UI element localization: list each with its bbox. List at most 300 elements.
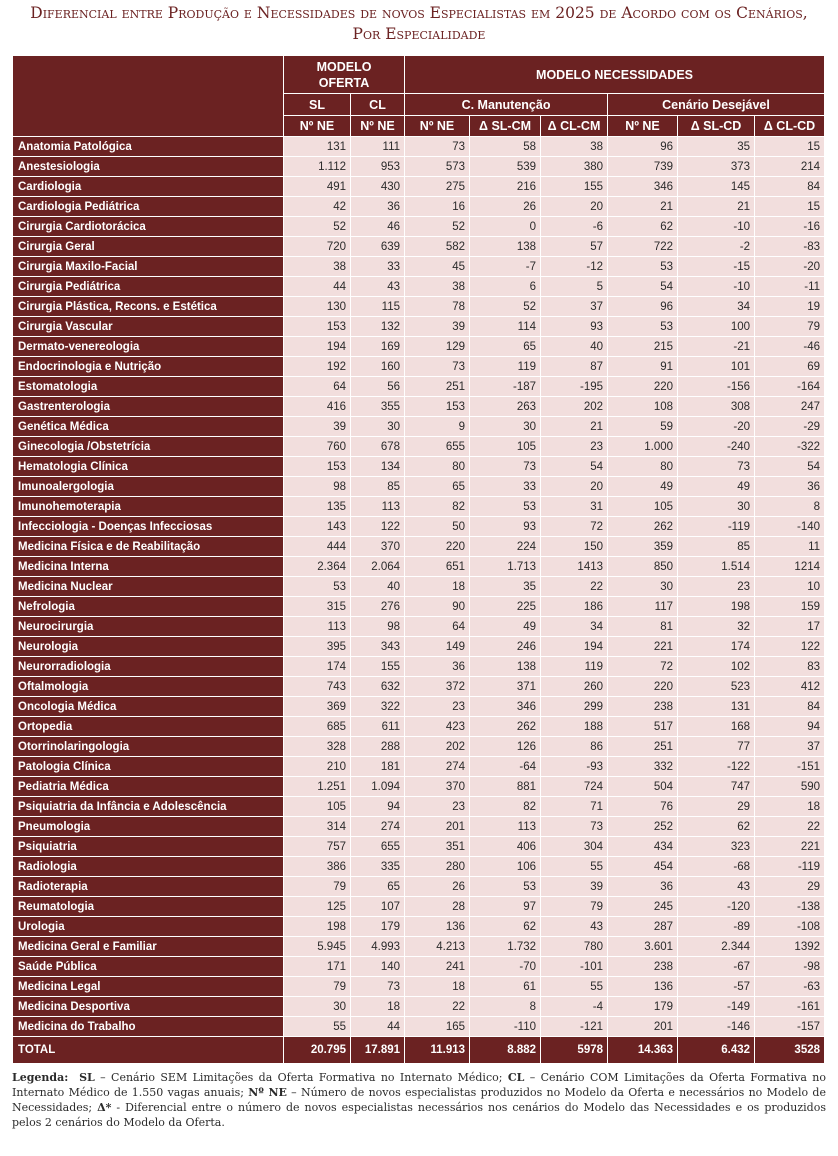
table-cell: 94 [351, 797, 405, 817]
table-cell: 720 [284, 237, 351, 257]
table-cell: 85 [678, 537, 755, 557]
table-cell: 54 [608, 277, 678, 297]
table-cell: 15 [755, 197, 825, 217]
table-cell: 36 [351, 197, 405, 217]
table-cell: 38 [284, 257, 351, 277]
table-row [13, 357, 825, 377]
table-cell: 225 [470, 597, 541, 617]
table-cell: 241 [405, 957, 470, 977]
table-cell: 131 [678, 697, 755, 717]
table-cell: 186 [541, 597, 608, 617]
table-cell: -187 [470, 377, 541, 397]
table-row [13, 617, 825, 637]
header-sl: SL [284, 94, 351, 116]
table-cell: -120 [678, 897, 755, 917]
table-row [13, 1017, 825, 1037]
table-cell: 57 [541, 237, 608, 257]
specialty-name: Medicina Interna [13, 557, 284, 577]
table-cell: 119 [541, 657, 608, 677]
table-cell: 20 [541, 197, 608, 217]
table-cell: 18 [405, 977, 470, 997]
table-cell: 131 [284, 137, 351, 157]
table-cell: 44 [351, 1017, 405, 1037]
table-cell: 129 [405, 337, 470, 357]
table-cell: -2 [678, 237, 755, 257]
table-cell: 169 [351, 337, 405, 357]
table-cell: 423 [405, 717, 470, 737]
table-cell: -121 [541, 1017, 608, 1037]
table-cell: 651 [405, 557, 470, 577]
table-cell: 18 [405, 577, 470, 597]
table-row [13, 297, 825, 317]
table-cell: 31 [541, 497, 608, 517]
table-cell: 115 [351, 297, 405, 317]
specialty-name: Anatomia Patológica [13, 137, 284, 157]
table-cell: 87 [541, 357, 608, 377]
table-cell: 214 [755, 157, 825, 177]
table-cell: 202 [405, 737, 470, 757]
table-cell: 29 [678, 797, 755, 817]
table-cell: 308 [678, 397, 755, 417]
table-cell: 280 [405, 857, 470, 877]
table-cell: 54 [755, 457, 825, 477]
table-cell: 18 [351, 997, 405, 1017]
total-label: TOTAL [13, 1037, 284, 1064]
table-cell: 37 [755, 737, 825, 757]
table-cell: 105 [608, 497, 678, 517]
total-cell: 5978 [541, 1037, 608, 1064]
table-cell: 40 [541, 337, 608, 357]
table-cell: 90 [405, 597, 470, 617]
table-cell: -161 [755, 997, 825, 1017]
table-cell: -46 [755, 337, 825, 357]
table-cell: 323 [678, 837, 755, 857]
table-cell: -240 [678, 437, 755, 457]
table-cell: 77 [678, 737, 755, 757]
table-cell: 82 [470, 797, 541, 817]
table-row [13, 157, 825, 177]
table-cell: -195 [541, 377, 608, 397]
table-cell: 611 [351, 717, 405, 737]
table-cell: 1214 [755, 557, 825, 577]
table-cell: 343 [351, 637, 405, 657]
table-cell: 52 [405, 217, 470, 237]
table-cell: 79 [284, 977, 351, 997]
table-row [13, 917, 825, 937]
table-cell: 3.601 [608, 937, 678, 957]
table-row [13, 637, 825, 657]
table-cell: 632 [351, 677, 405, 697]
table-cell: 35 [678, 137, 755, 157]
table-cell: 238 [608, 957, 678, 977]
table-cell: 125 [284, 897, 351, 917]
table-cell: 34 [678, 297, 755, 317]
table-cell: 539 [470, 157, 541, 177]
table-cell: -29 [755, 417, 825, 437]
table-cell: 355 [351, 397, 405, 417]
table-cell: 53 [284, 577, 351, 597]
table-cell: 64 [284, 377, 351, 397]
table-cell: -149 [678, 997, 755, 1017]
table-cell: 523 [678, 677, 755, 697]
table-row [13, 477, 825, 497]
table-cell: 260 [541, 677, 608, 697]
table-cell: 220 [608, 377, 678, 397]
legend [0, 1064, 838, 1130]
table-cell: 78 [405, 297, 470, 317]
table-cell: 33 [351, 257, 405, 277]
legend-delta-key: Δ* [97, 1101, 112, 1114]
specialty-name: Estomatologia [13, 377, 284, 397]
table-cell: 96 [608, 297, 678, 317]
table-cell: 380 [541, 157, 608, 177]
table-cell: 97 [470, 897, 541, 917]
specialty-name: Cardiologia Pediátrica [13, 197, 284, 217]
table-cell: -108 [755, 917, 825, 937]
table-cell: 106 [470, 857, 541, 877]
total-row [13, 1037, 825, 1064]
table-cell: 198 [284, 917, 351, 937]
table-cell: 40 [351, 577, 405, 597]
table-cell: 224 [470, 537, 541, 557]
specialists-table [12, 55, 825, 1064]
table-cell: 22 [755, 817, 825, 837]
table-cell: 38 [405, 277, 470, 297]
table-cell: -11 [755, 277, 825, 297]
table-cell: 346 [470, 697, 541, 717]
table-cell: 73 [541, 817, 608, 837]
table-cell: 275 [405, 177, 470, 197]
table-cell: 54 [541, 457, 608, 477]
table-row [13, 597, 825, 617]
table-cell: 62 [608, 217, 678, 237]
table-cell: 145 [678, 177, 755, 197]
specialty-name: Dermato-venereologia [13, 337, 284, 357]
table-cell: 56 [351, 377, 405, 397]
table-cell: 371 [470, 677, 541, 697]
table-row [13, 537, 825, 557]
table-cell: 678 [351, 437, 405, 457]
table-cell: 18 [755, 797, 825, 817]
table-cell: -70 [470, 957, 541, 977]
specialty-name: Medicina Física e de Reabilitação [13, 537, 284, 557]
table-cell: 15 [755, 137, 825, 157]
specialty-name: Medicina do Trabalho [13, 1017, 284, 1037]
table-cell: 251 [405, 377, 470, 397]
table-cell: 4.993 [351, 937, 405, 957]
table-cell: 23 [678, 577, 755, 597]
table-cell: 42 [284, 197, 351, 217]
total-cell: 11.913 [405, 1037, 470, 1064]
table-cell: 126 [470, 737, 541, 757]
table-cell: 44 [284, 277, 351, 297]
header-cenario-desejavel: Cenário Desejável [608, 94, 825, 116]
specialty-name: Urologia [13, 917, 284, 937]
specialty-name: Imunohemoterapia [13, 497, 284, 517]
table-cell: 52 [284, 217, 351, 237]
table-cell: 43 [678, 877, 755, 897]
table-cell: 101 [678, 357, 755, 377]
legend-cl-key: CL [507, 1071, 525, 1084]
table-cell: 454 [608, 857, 678, 877]
specialty-name: Medicina Nuclear [13, 577, 284, 597]
table-cell: 21 [541, 417, 608, 437]
table-row [13, 217, 825, 237]
table-cell: -122 [678, 757, 755, 777]
specialty-name: Hematologia Clínica [13, 457, 284, 477]
specialty-name: Medicina Legal [13, 977, 284, 997]
specialty-name: Saúde Pública [13, 957, 284, 977]
table-cell: -146 [678, 1017, 755, 1037]
table-cell: 117 [608, 597, 678, 617]
specialty-name: Cirurgia Plástica, Recons. e Estética [13, 297, 284, 317]
table-cell: 79 [284, 877, 351, 897]
table-cell: 1413 [541, 557, 608, 577]
table-cell: 43 [351, 277, 405, 297]
table-cell: 0 [470, 217, 541, 237]
table-cell: 143 [284, 517, 351, 537]
table-cell: -7 [470, 257, 541, 277]
table-cell: -98 [755, 957, 825, 977]
table-cell: 159 [755, 597, 825, 617]
table-cell: 55 [284, 1017, 351, 1037]
table-row [13, 797, 825, 817]
table-cell: 135 [284, 497, 351, 517]
table-cell: 221 [608, 637, 678, 657]
table-cell: 130 [284, 297, 351, 317]
table-cell: 28 [405, 897, 470, 917]
table-row [13, 737, 825, 757]
table-cell: -15 [678, 257, 755, 277]
table-cell: -4 [541, 997, 608, 1017]
table-cell: 155 [541, 177, 608, 197]
table-cell: 153 [284, 457, 351, 477]
table-cell: 16 [405, 197, 470, 217]
table-row [13, 557, 825, 577]
table-cell: 194 [284, 337, 351, 357]
table-cell: 105 [470, 437, 541, 457]
table-cell: 780 [541, 937, 608, 957]
table-cell: -119 [755, 857, 825, 877]
table-cell: 38 [541, 137, 608, 157]
table-cell: -322 [755, 437, 825, 457]
table-cell: 174 [284, 657, 351, 677]
legend-label: Legenda: [12, 1071, 69, 1084]
table-cell: 23 [405, 697, 470, 717]
table-cell: 1392 [755, 937, 825, 957]
table-row [13, 277, 825, 297]
table-cell: 262 [470, 717, 541, 737]
table-cell: 171 [284, 957, 351, 977]
legend-cl-text: – Cenário COM Limitações da Oferta Formativa no Internato Médico de 1.550 vagas anuais; [12, 1071, 826, 1099]
legend-delta-text: - Diferencial entre o número de novos especialistas necessários nos cenários do Modelo das Necessidades e os produzidos pelos 2 cenários do Modelo da Oferta. [12, 1101, 826, 1129]
header-corner [13, 56, 284, 137]
page-title: Diferencial entre Produção e Necessidades de novos Especialistas em 2025 de Acordo com os Cenários, Por Especialidade [30, 4, 808, 43]
table-row [13, 437, 825, 457]
specialty-name: Ortopedia [13, 717, 284, 737]
table-cell: 274 [405, 757, 470, 777]
specialty-name: Cirurgia Vascular [13, 317, 284, 337]
table-cell: -151 [755, 757, 825, 777]
legend-sl-text: – Cenário SEM Limitações da Oferta Formativa no Internato Médico; [94, 1071, 508, 1084]
table-cell: 100 [678, 317, 755, 337]
table-cell: 322 [351, 697, 405, 717]
specialty-name: Radioterapia [13, 877, 284, 897]
table-cell: 79 [541, 897, 608, 917]
table-cell: 65 [405, 477, 470, 497]
table-cell: 114 [470, 317, 541, 337]
table-cell: 153 [405, 397, 470, 417]
specialty-name: Genética Médica [13, 417, 284, 437]
table-cell: -93 [541, 757, 608, 777]
table-row [13, 137, 825, 157]
table-cell: 5.945 [284, 937, 351, 957]
table-cell: 26 [470, 197, 541, 217]
specialty-name: Endocrinologia e Nutrição [13, 357, 284, 377]
table-cell: 23 [405, 797, 470, 817]
table-cell: 359 [608, 537, 678, 557]
table-cell: 351 [405, 837, 470, 857]
table-cell: 262 [608, 517, 678, 537]
table-cell: 201 [608, 1017, 678, 1037]
table-cell: 55 [541, 857, 608, 877]
table-cell: 64 [405, 617, 470, 637]
table-cell: -64 [470, 757, 541, 777]
table-cell: 71 [541, 797, 608, 817]
table-cell: 102 [678, 657, 755, 677]
table-cell: 1.094 [351, 777, 405, 797]
table-cell: 138 [470, 237, 541, 257]
table-row [13, 777, 825, 797]
table-cell: 39 [405, 317, 470, 337]
table-cell: -67 [678, 957, 755, 977]
specialty-name: Cirurgia Geral [13, 237, 284, 257]
table-row [13, 877, 825, 897]
table-cell: -16 [755, 217, 825, 237]
table-cell: 62 [470, 917, 541, 937]
table-cell: 299 [541, 697, 608, 717]
table-cell: 274 [351, 817, 405, 837]
table-cell: 6 [470, 277, 541, 297]
table-cell: 332 [608, 757, 678, 777]
table-cell: 373 [678, 157, 755, 177]
table-cell: 246 [470, 637, 541, 657]
table-cell: 434 [608, 837, 678, 857]
table-body [13, 137, 825, 1037]
table-cell: 406 [470, 837, 541, 857]
table-cell: -21 [678, 337, 755, 357]
specialty-name: Infecciologia - Doenças Infecciosas [13, 517, 284, 537]
specialty-name: Medicina Geral e Familiar [13, 937, 284, 957]
table-cell: 252 [608, 817, 678, 837]
table-cell: 430 [351, 177, 405, 197]
table-cell: 39 [541, 877, 608, 897]
table-cell: 73 [405, 137, 470, 157]
specialty-name: Neurocirurgia [13, 617, 284, 637]
table-cell: 105 [284, 797, 351, 817]
specialty-name: Medicina Desportiva [13, 997, 284, 1017]
table-cell: 150 [541, 537, 608, 557]
table-cell: 122 [351, 517, 405, 537]
specialty-name: Imunoalergologia [13, 477, 284, 497]
table-cell: 263 [470, 397, 541, 417]
table-cell: 216 [470, 177, 541, 197]
specialty-name: Pneumologia [13, 817, 284, 837]
table-cell: 655 [351, 837, 405, 857]
table-row [13, 497, 825, 517]
table-row [13, 657, 825, 677]
table-cell: 247 [755, 397, 825, 417]
specialty-name: Ginecologia /Obstetrícia [13, 437, 284, 457]
table-cell: -140 [755, 517, 825, 537]
table-cell: 30 [608, 577, 678, 597]
table-row [13, 977, 825, 997]
table-cell: -89 [678, 917, 755, 937]
table-cell: 73 [470, 457, 541, 477]
table-cell: 685 [284, 717, 351, 737]
table-cell: 62 [678, 817, 755, 837]
table-cell: 50 [405, 517, 470, 537]
specialty-name: Cirurgia Cardiotorácica [13, 217, 284, 237]
table-cell: 10 [755, 577, 825, 597]
table-cell: 188 [541, 717, 608, 737]
table-cell: 412 [755, 677, 825, 697]
table-cell: 739 [608, 157, 678, 177]
table-cell: 30 [678, 497, 755, 517]
table-cell: 639 [351, 237, 405, 257]
table-row [13, 337, 825, 357]
table-cell: 2.364 [284, 557, 351, 577]
table-cell: 760 [284, 437, 351, 457]
table-cell: 416 [284, 397, 351, 417]
table-cell: -12 [541, 257, 608, 277]
table-cell: 76 [608, 797, 678, 817]
table-cell: -68 [678, 857, 755, 877]
table-cell: 1.713 [470, 557, 541, 577]
table-cell: 1.732 [470, 937, 541, 957]
table-cell: 369 [284, 697, 351, 717]
header-modelo-oferta: MODELO OFERTA [284, 56, 405, 94]
table-cell: 722 [608, 237, 678, 257]
table-cell: 590 [755, 777, 825, 797]
table-cell: 35 [470, 577, 541, 597]
table-cell: 53 [608, 257, 678, 277]
table-cell: 221 [755, 837, 825, 857]
table-cell: 81 [608, 617, 678, 637]
table-cell: 757 [284, 837, 351, 857]
header-c-manutencao: C. Manutenção [405, 94, 608, 116]
table-cell: 98 [351, 617, 405, 637]
table-cell: 1.514 [678, 557, 755, 577]
table-cell: 140 [351, 957, 405, 977]
table-cell: 108 [608, 397, 678, 417]
table-cell: 19 [755, 297, 825, 317]
specialty-name: Pediatria Médica [13, 777, 284, 797]
table-cell: 113 [284, 617, 351, 637]
table-cell: 149 [405, 637, 470, 657]
table-cell: 192 [284, 357, 351, 377]
table-cell: 119 [470, 357, 541, 377]
table-row [13, 257, 825, 277]
table-cell: 179 [351, 917, 405, 937]
table-cell: 73 [678, 457, 755, 477]
table-cell: 1.000 [608, 437, 678, 457]
table-cell: -10 [678, 217, 755, 237]
table-cell: 850 [608, 557, 678, 577]
specialty-name: Radiologia [13, 857, 284, 877]
table-row [13, 897, 825, 917]
table-cell: 80 [405, 457, 470, 477]
